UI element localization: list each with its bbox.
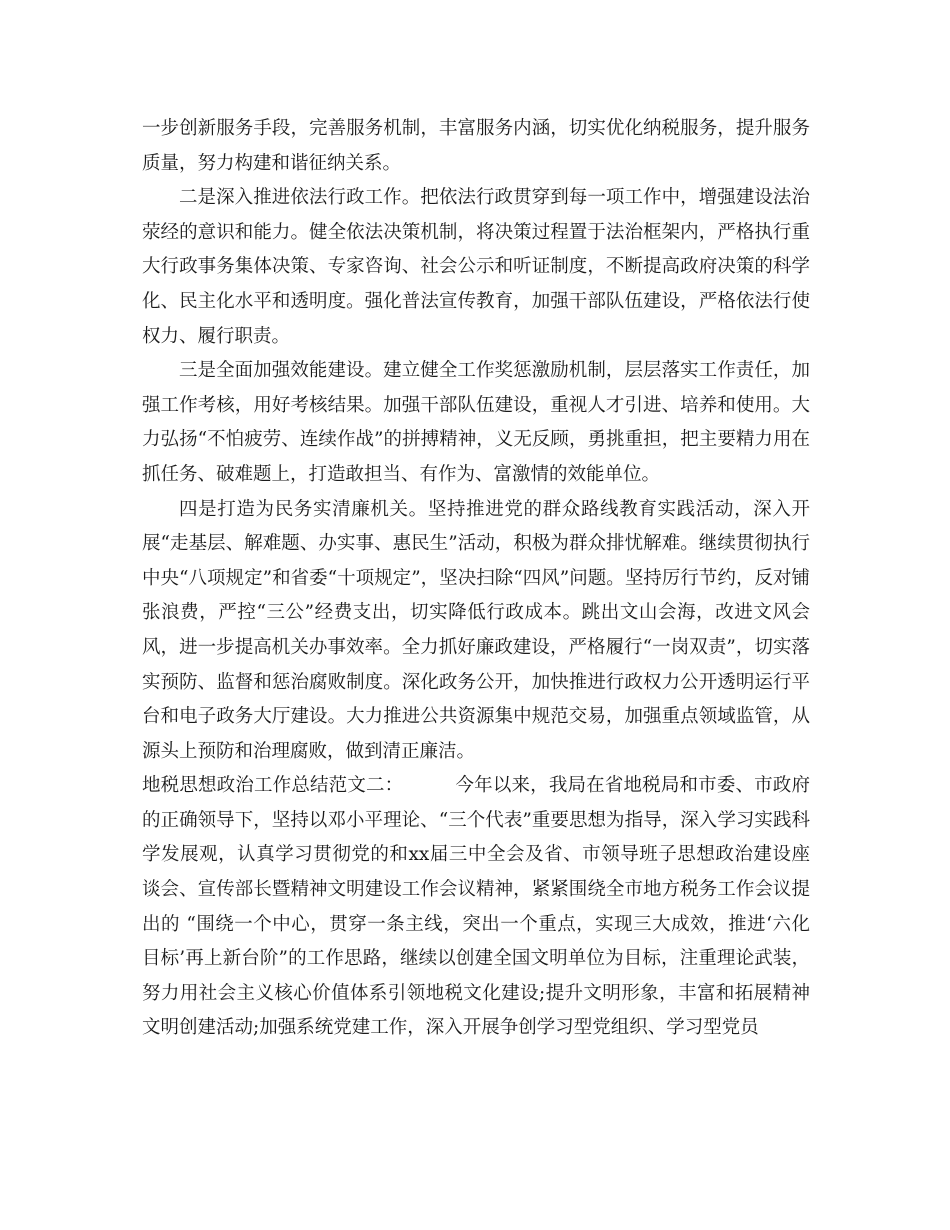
document-body — [142, 112, 810, 1046]
paragraph-rule-of-law: 二是深入推进依法行政工作。把依法行政贯穿到每一项工作中，增强建设法治荥经的意识和能力。健全依法决策机制，将决策过程置于法治框架内，严格执行重大行政事务集体决策、专家咨询、社会公示和听证制度，不断提高政府决策的科学化、民主化水平和透明度。强化普法宣传教育，加强干部队伍建设，严格依法行使权力、履行职责。 — [142, 187, 810, 347]
section-body-text: 今年以来，我局在省地税局和市委、市政府的正确领导下，坚持以邓小平理论、“三个代表”重要思想为指导，深入学习实践科学发展观，认真学习贯彻党的和xx届三中全会及省、市领导班子思想政治建设座谈会、宣传部长暨精神文明建设工作会议精神，紧紧围绕全市地方税务工作会议提出的 “围绕一个中心，贯穿一条主线，突出一个重点，实现三大成效，推进‘六化目标’再上新台阶”的工作思路，继续以创建全国文明单位为目标，注重理论武装，努力用社会主义核心价值体系引领地税文化建设;提升文明形象，丰富和拓展精神文明创建活动;加强系统党建工作，深入开展争创学习型党组织、学习型党员 — [142, 775, 810, 1039]
paragraph-efficiency: 三是全面加强效能建设。建立健全工作奖惩激励机制，层层落实工作责任，加强工作考核，用好考核结果。加强干部队伍建设，重视人才引进、培养和使用。大力弘扬“不怕疲劳、连续作战”的拼搏精神，义无反顾，勇挑重担，把主要精力用在抓任务、破难题上，打造敢担当、有作为、富激情的效能单位。 — [142, 360, 810, 485]
paragraph-clean-government: 四是打造为民务实清廉机关。坚持推进党的群众路线教育实践活动，深入开展“走基层、解难题、办实事、惠民生”活动，积极为群众排忧解难。继续贯彻执行中央“八项规定”和省委“十项规定”，坚决扫除“四风”问题。坚持厉行节约，反对铺张浪费，严控“三公”经费支出，切实降低行政成本。跳出文山会海，改进文风会风，进一步提高机关办事效率。全力抓好廉政建设，严格履行“一岗双责”，切实落实预防、监督和惩治腐败制度。深化政务公开，加快推进行政权力公开透明运行平台和电子政务大厅建设。大力推进公共资源集中规范交易，加强重点领域监管，从源头上预防和治理腐败，做到清正廉洁。 — [142, 498, 810, 762]
paragraph-sample-two — [142, 769, 810, 1046]
section-heading: 地税思想政治工作总结范文二： — [142, 775, 404, 797]
paragraph-continuation: 一步创新服务手段，完善服务机制，丰富服务内涵，切实优化纳税服务，提升服务质量，努力构建和谐征纳关系。 — [142, 118, 810, 174]
